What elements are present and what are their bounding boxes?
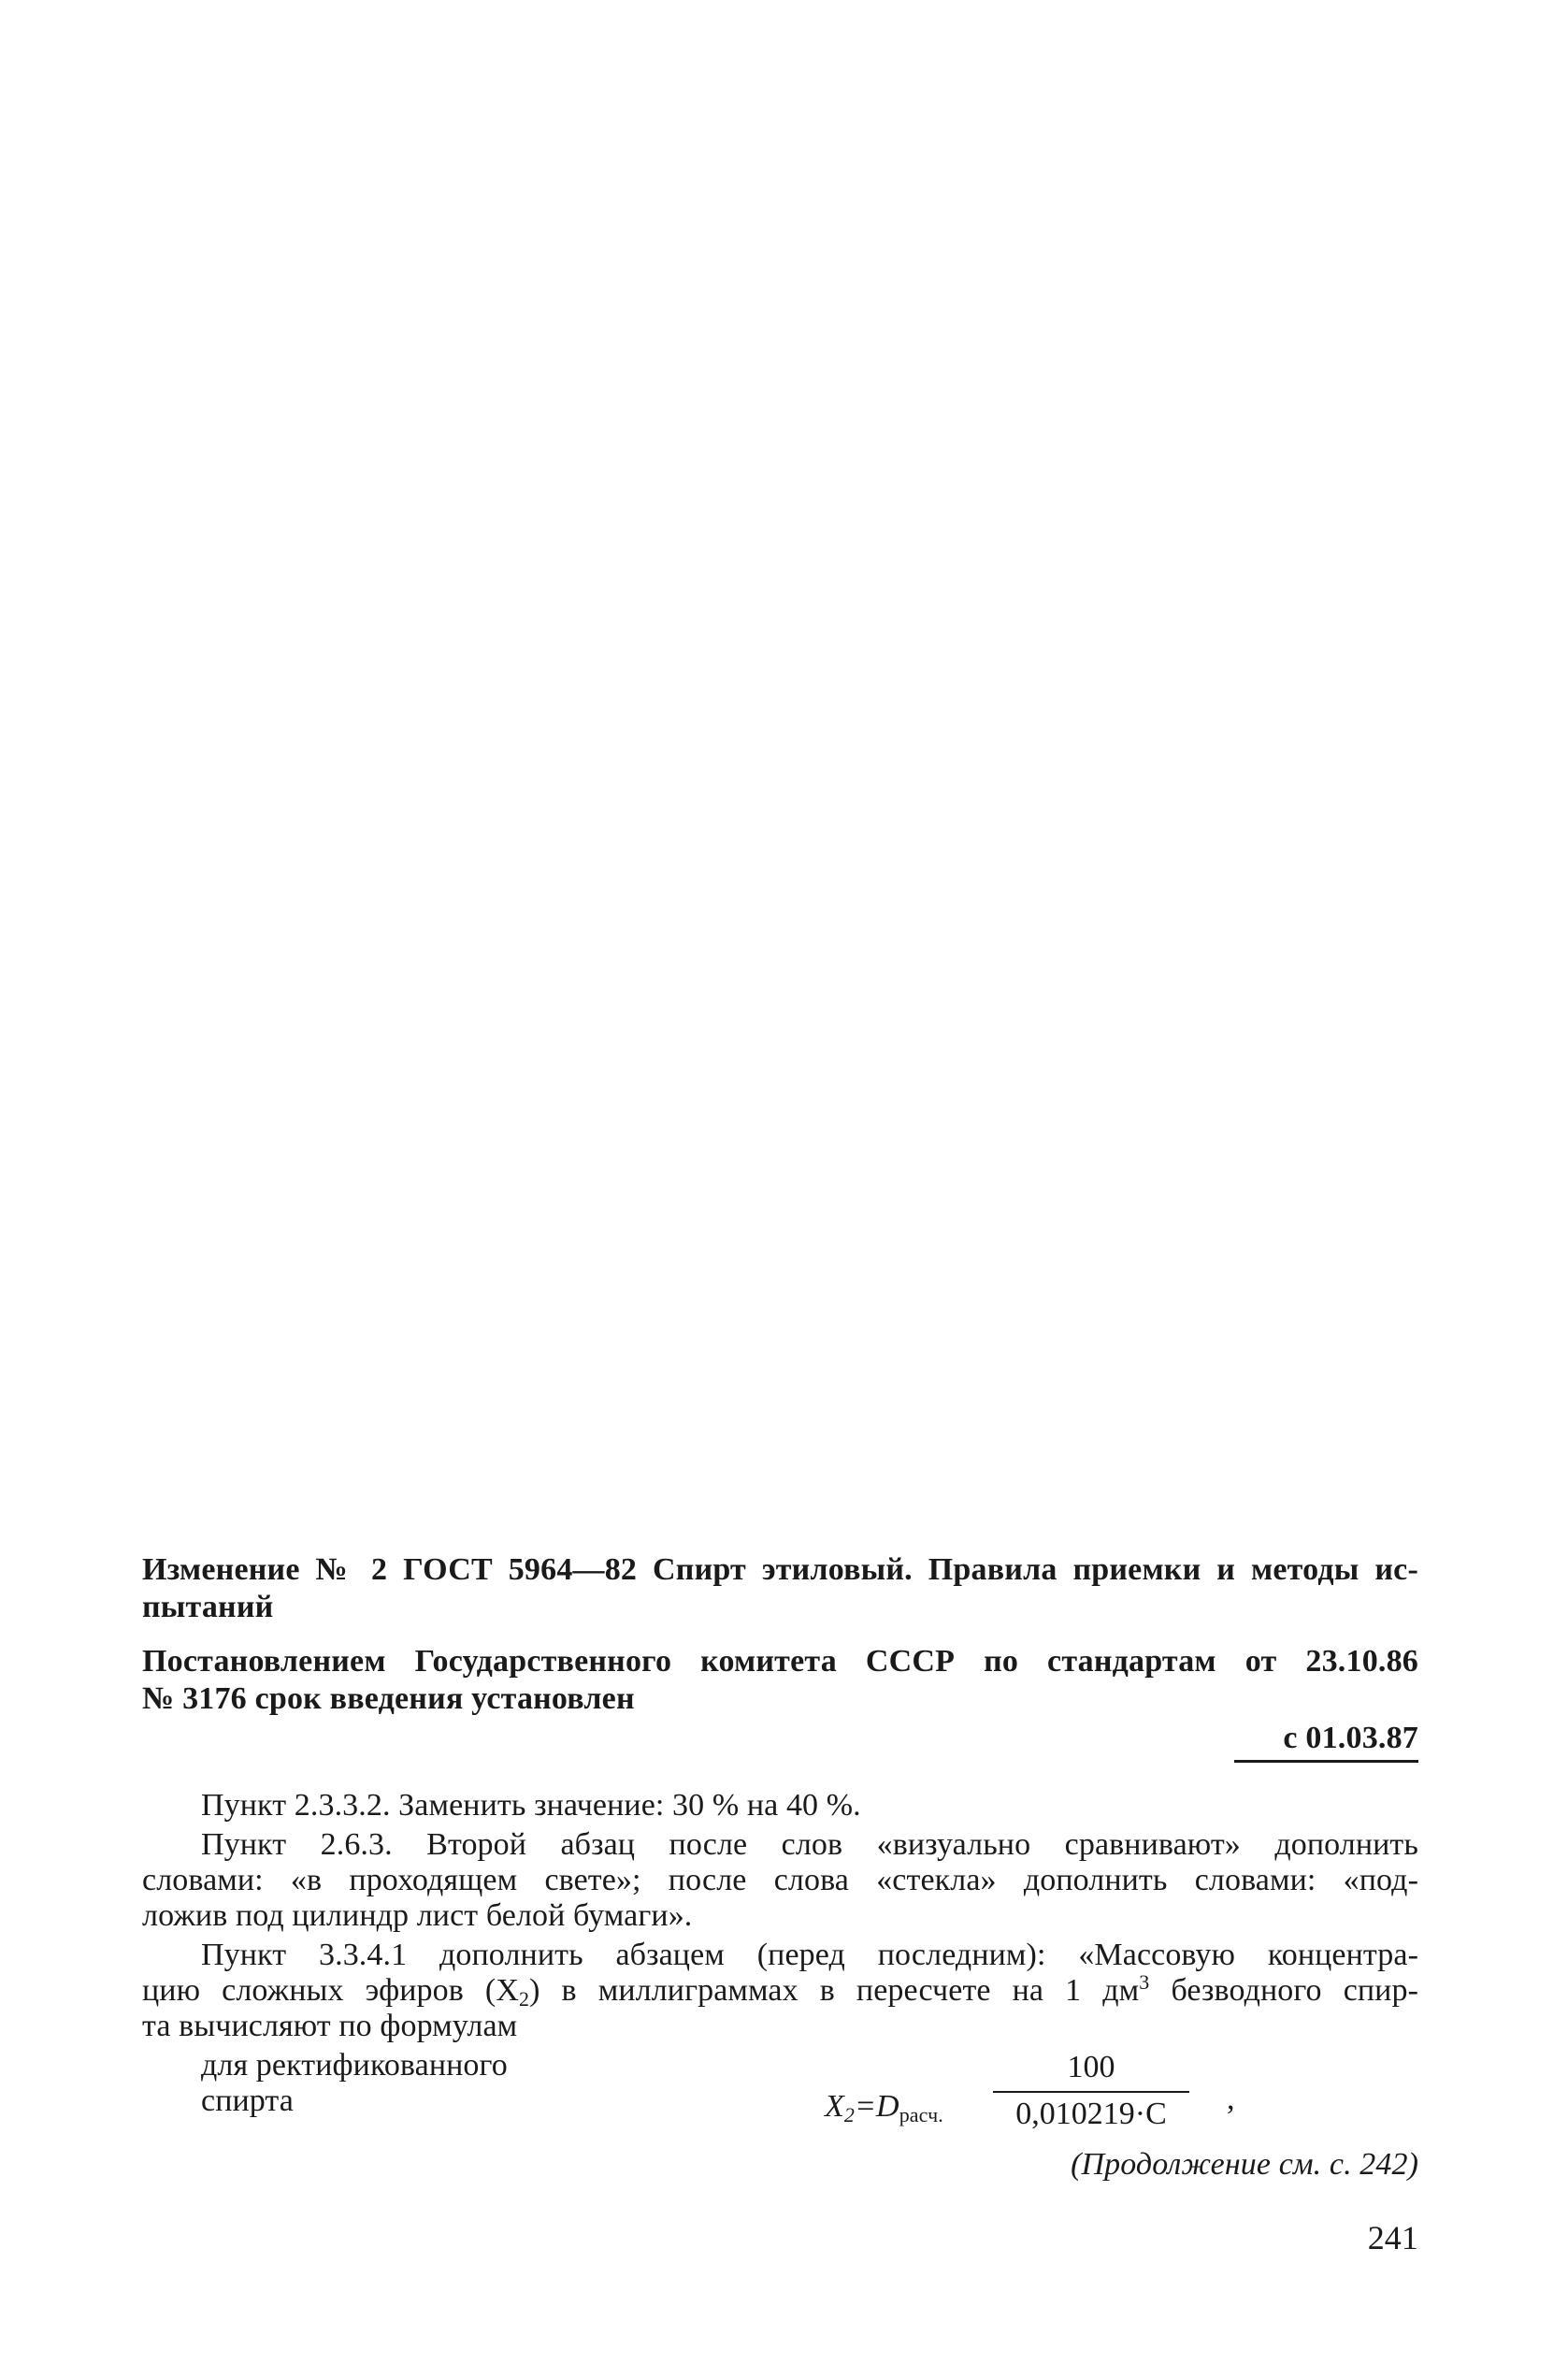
document-title-line-2: пытаний [142,1590,274,1624]
document-title-line-1: Изменение № 2 ГОСТ 5964—82 Спирт этиловый. Правила приемки и методы ис- [142,1552,1418,1587]
effective-date: с 01.03.87 [1234,1721,1418,1763]
formula-label-line-1: для ректификованного [201,2048,508,2083]
formula-label-line-2: спирта [201,2083,294,2118]
continuation-note: (Продолжение см. с. 242) [1071,2147,1418,2182]
formula-trailing-comma: , [1227,2082,1235,2116]
decree-line-1: Постановлением Государственного комитета СССР по стандартам от 23.10.86 [142,1644,1418,1679]
paragraph-3-3-4-1-line-1: Пункт 3.3.4.1 дополнить абзацем (перед последним): «Массовую концентра- [201,1938,1418,1972]
formula-denominator: 0,010219·C [1015,2097,1167,2131]
paragraph-2-6-3-line-1: Пункт 2.6.3. Второй абзац после слов «визуально сравнивают» дополнить [201,1827,1418,1862]
paragraph-2-3-3-2: Пункт 2.3.3.2. Заменить значение: 30 % на 40 %. [201,1788,861,1823]
formula-numerator: 100 [1067,2050,1115,2084]
page-number: 241 [1367,2219,1418,2256]
paragraph-2-6-3-line-3: ложив под цилиндр лист белой бумаги». [142,1898,693,1933]
fraction-bar [993,2091,1189,2093]
formula-lhs: $X_2=D_{расч.}$ [825,2089,943,2126]
decree-line-2: № 3176 срок введения установлен [142,1681,635,1716]
paragraph-2-6-3-line-2: словами: «в проходящем свете»; после слова «стекла» дополнить словами: «под- [142,1863,1418,1897]
paragraph-3-3-4-1-line-3: та вычисляют по формулам [142,2009,518,2043]
paragraph-3-3-4-1-line-2: цию сложных эфиров $(X_2)$ в миллиграммах в пересчете на 1 $дм^3$ безводного спир- [142,1970,1418,2011]
